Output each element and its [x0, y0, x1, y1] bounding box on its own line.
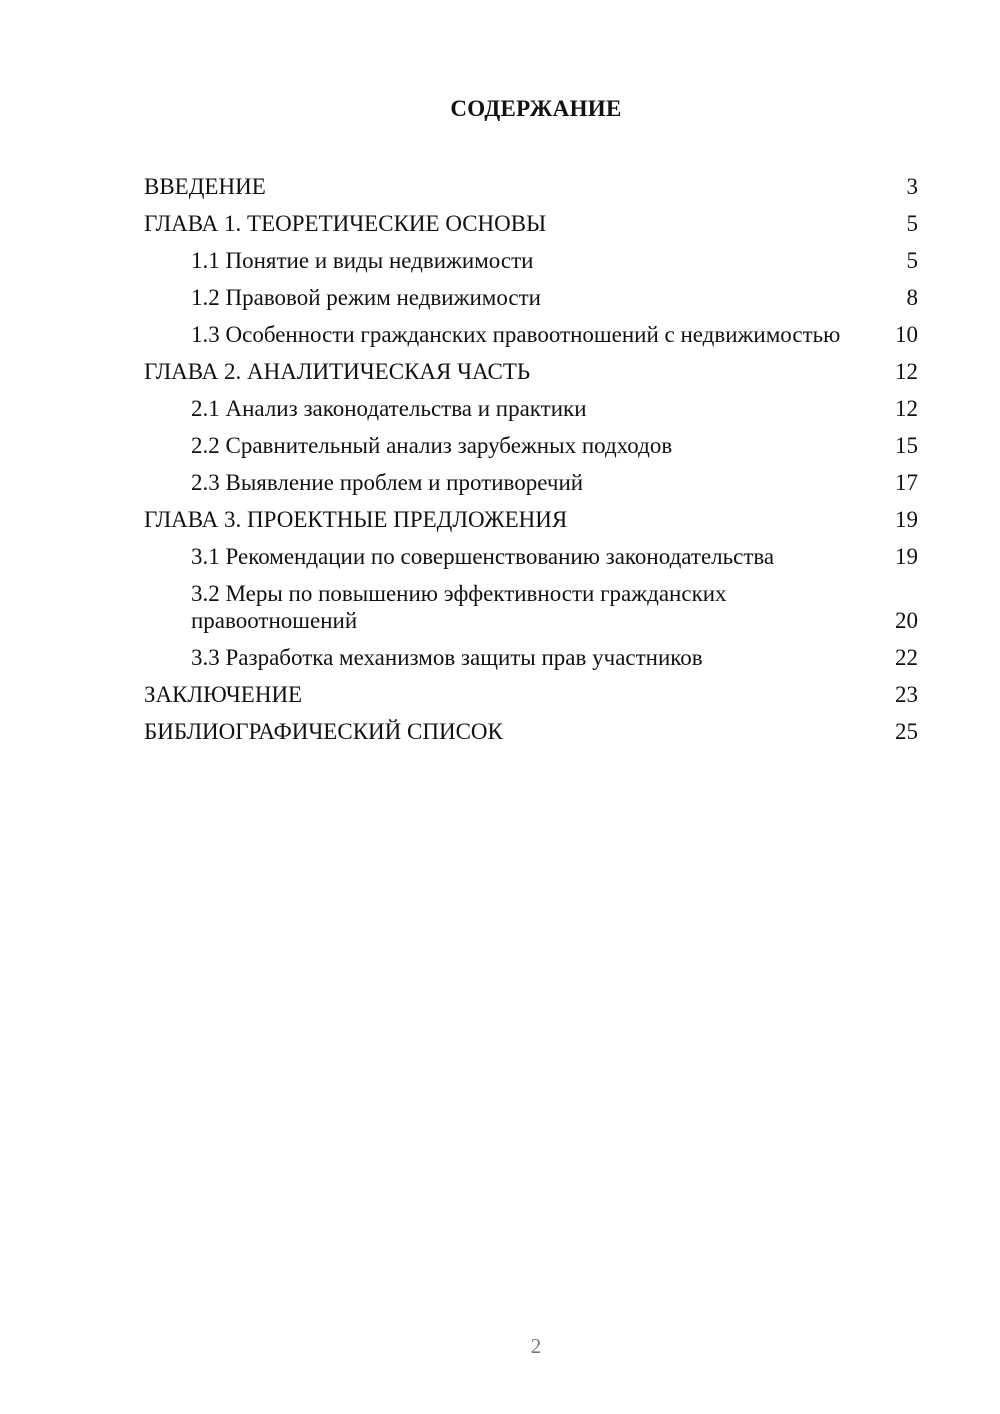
toc-entry-text: БИБЛИОГРАФИЧЕСКИЙ СПИСОК: [144, 719, 503, 744]
toc-entry-section-3-3[interactable]: [144, 639, 918, 676]
toc-entry-page: 3: [906, 174, 918, 199]
toc-entry-text: ВВЕДЕНИЕ: [144, 174, 266, 199]
toc-entry-introduction[interactable]: [144, 168, 918, 205]
toc-entry-text: 2.1 Анализ законодательства и практики: [191, 396, 587, 421]
toc-entry-chapter-3[interactable]: [144, 501, 918, 538]
toc-entry-section-1-1[interactable]: [144, 242, 918, 279]
toc-entry-page: 5: [906, 211, 918, 236]
toc-entry-page: 17: [895, 470, 918, 495]
toc-entry-text: 3.2 Меры по повышению эффективности гражданских правоотношений: [191, 581, 727, 633]
toc-entry-text: ЗАКЛЮЧЕНИЕ: [144, 682, 303, 707]
toc-entry-text: ГЛАВА 1. ТЕОРЕТИЧЕСКИЕ ОСНОВЫ: [144, 211, 547, 236]
toc-entry-text: 2.3 Выявление проблем и противоречий: [191, 470, 584, 495]
toc-entry-page: 25: [895, 719, 918, 744]
toc-entry-page: 12: [895, 359, 918, 384]
toc-entry-page: 15: [895, 433, 918, 458]
toc-entry-page: 19: [895, 544, 918, 569]
toc-entry-text: 3.3 Разработка механизмов защиты прав участников: [191, 645, 703, 670]
page-title: СОДЕРЖАНИЕ: [450, 96, 622, 121]
toc-entry-section-3-2[interactable]: [144, 575, 918, 639]
toc-entry-page: 19: [895, 507, 918, 532]
toc-entry-section-1-3[interactable]: [144, 316, 918, 353]
toc-entry-page: 5: [906, 248, 918, 273]
toc-entry-text: ГЛАВА 3. ПРОЕКТНЫЕ ПРЕДЛОЖЕНИЯ: [144, 507, 568, 532]
toc-entry-text: 2.2 Сравнительный анализ зарубежных подходов: [191, 433, 673, 458]
table-of-contents: [144, 168, 918, 750]
toc-entry-text: 1.2 Правовой режим недвижимости: [191, 285, 541, 310]
toc-entry-page: 20: [895, 608, 918, 633]
toc-entry-page: 12: [895, 396, 918, 421]
toc-entry-conclusion[interactable]: [144, 676, 918, 713]
toc-entry-bibliography[interactable]: [144, 713, 918, 750]
toc-entry-section-3-1[interactable]: [144, 538, 918, 575]
toc-entry-page: 8: [906, 285, 918, 310]
toc-entry-page: 10: [895, 322, 918, 347]
toc-entry-text: ГЛАВА 2. АНАЛИТИЧЕСКАЯ ЧАСТЬ: [144, 359, 531, 384]
toc-entry-section-2-1[interactable]: [144, 390, 918, 427]
toc-entry-section-1-2[interactable]: [144, 279, 918, 316]
toc-entry-text: 1.1 Понятие и виды недвижимости: [191, 248, 534, 273]
toc-entry-text: 3.1 Рекомендации по совершенствованию законодательства: [191, 544, 775, 569]
toc-entry-text: 1.3 Особенности гражданских правоотношений с недвижимостью: [191, 322, 841, 347]
toc-entry-page: 22: [895, 645, 918, 670]
toc-entry-section-2-3[interactable]: [144, 464, 918, 501]
page-number: 2: [530, 1334, 542, 1358]
toc-entry-chapter-2[interactable]: [144, 353, 918, 390]
toc-entry-chapter-1[interactable]: [144, 205, 918, 242]
toc-entry-section-2-2[interactable]: [144, 427, 918, 464]
toc-entry-page: 23: [895, 682, 918, 707]
